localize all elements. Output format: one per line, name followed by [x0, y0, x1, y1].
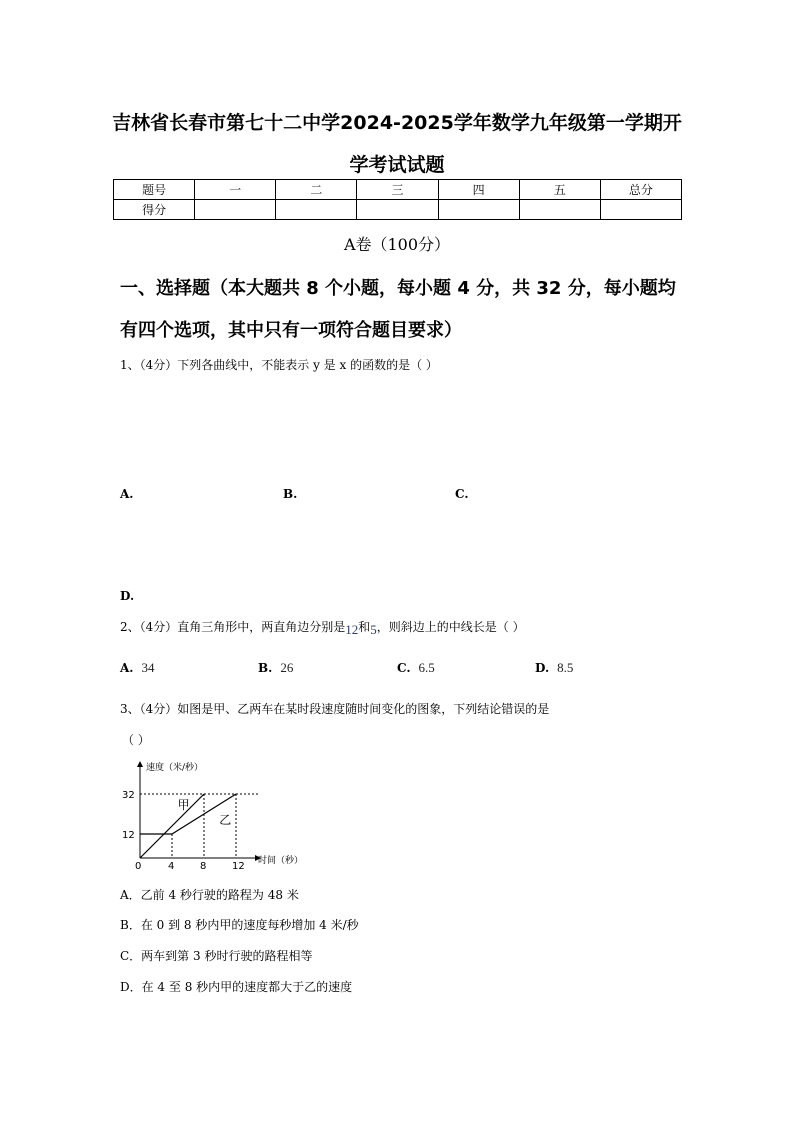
- score-input-cell: [438, 200, 519, 220]
- question-2-option-a: [120, 660, 155, 676]
- option-value: 6.5: [418, 660, 435, 675]
- score-table: [113, 179, 682, 220]
- score-cell: 得分: [114, 200, 195, 220]
- score-input-cell: [600, 200, 681, 220]
- score-cell: 五: [519, 180, 600, 200]
- score-cell: 题号: [114, 180, 195, 200]
- question-2-value-2: 5: [370, 622, 377, 637]
- score-input-cell: [195, 200, 276, 220]
- volume-heading: A卷（100分）: [343, 235, 451, 254]
- question-2-option-b: [258, 660, 293, 676]
- option-letter: C.: [397, 661, 411, 675]
- section-heading-line-2: 有四个选项，其中只有一项符合题目要求）: [120, 320, 462, 341]
- y-axis-label: 速度（米/秒）: [146, 763, 204, 773]
- option-letter: B.: [258, 661, 273, 675]
- score-cell: 三: [357, 180, 438, 200]
- section-heading-line-1: 一、选择题（本大题共 8 个小题，每小题 4 分，共 32 分，每小题均: [120, 278, 676, 299]
- question-3-option-c: C．两车到第 3 秒时行驶的路程相等: [120, 949, 313, 963]
- x-tick-label: 4: [168, 861, 175, 870]
- question-3-option-a: A．乙前 4 秒行驶的路程为 48 米: [120, 888, 299, 902]
- question-2-stem-before: 2、（4分）直角三角形中，两直角边分别是: [120, 620, 346, 634]
- title-line-1: 吉林省长春市第七十二中学2024-2025学年数学九年级第一学期开: [112, 112, 682, 134]
- question-2-option-c: [397, 660, 435, 676]
- question-1-option-a: A.: [120, 487, 134, 501]
- series-label-jia: 甲: [177, 798, 190, 812]
- score-cell: 二: [276, 180, 357, 200]
- score-table-score-row: [114, 200, 682, 220]
- question-2-stem: [120, 618, 525, 638]
- score-cell: 四: [438, 180, 519, 200]
- option-value: 34: [141, 660, 155, 675]
- question-3-option-d: D．在 4 至 8 秒内甲的速度都大于乙的速度: [120, 980, 353, 994]
- question-1-stem: 1、（4分）下列各曲线中，不能表示 y 是 x 的函数的是（ ）: [120, 358, 438, 372]
- x-axis-label: 时间（秒）: [258, 856, 304, 866]
- option-letter: A.: [120, 661, 134, 675]
- y-tick-label: 32: [122, 790, 135, 801]
- question-3-paren: （ ）: [122, 733, 150, 747]
- y-tick-label: 12: [122, 830, 135, 841]
- score-input-cell: [357, 200, 438, 220]
- score-cell: 总分: [600, 180, 681, 200]
- option-letter: D.: [535, 661, 550, 675]
- speed-time-chart: [110, 758, 330, 870]
- x-tick-label: 12: [232, 861, 245, 870]
- score-input-cell: [276, 200, 357, 220]
- title-line-2: 学考试试题: [349, 154, 445, 176]
- question-2-option-d: [535, 660, 573, 676]
- score-table-header-row: [114, 180, 682, 200]
- question-2-value-1: 12: [345, 622, 359, 637]
- x-tick-label: 0: [135, 861, 142, 870]
- series-line-jia: [140, 794, 204, 858]
- score-input-cell: [519, 200, 600, 220]
- question-2-stem-mid: 和: [358, 620, 371, 634]
- option-value: 8.5: [557, 660, 574, 675]
- series-label-yi: 乙: [219, 813, 232, 827]
- question-3-stem: 3、（4分）如图是甲、乙两车在某时段速度随时间变化的图象，下列结论错误的是: [120, 702, 550, 716]
- question-1-option-c: C.: [455, 487, 469, 501]
- question-2-stem-after: ，则斜边上的中线长是（ ）: [376, 620, 525, 634]
- question-3-option-b: B．在 0 到 8 秒内甲的速度每秒增加 4 米/秒: [120, 918, 359, 932]
- score-cell: 一: [195, 180, 276, 200]
- question-1-option-d: D.: [120, 589, 135, 603]
- option-value: 26: [280, 660, 294, 675]
- x-tick-label: 8: [200, 861, 207, 870]
- question-1-option-b: B.: [283, 487, 298, 501]
